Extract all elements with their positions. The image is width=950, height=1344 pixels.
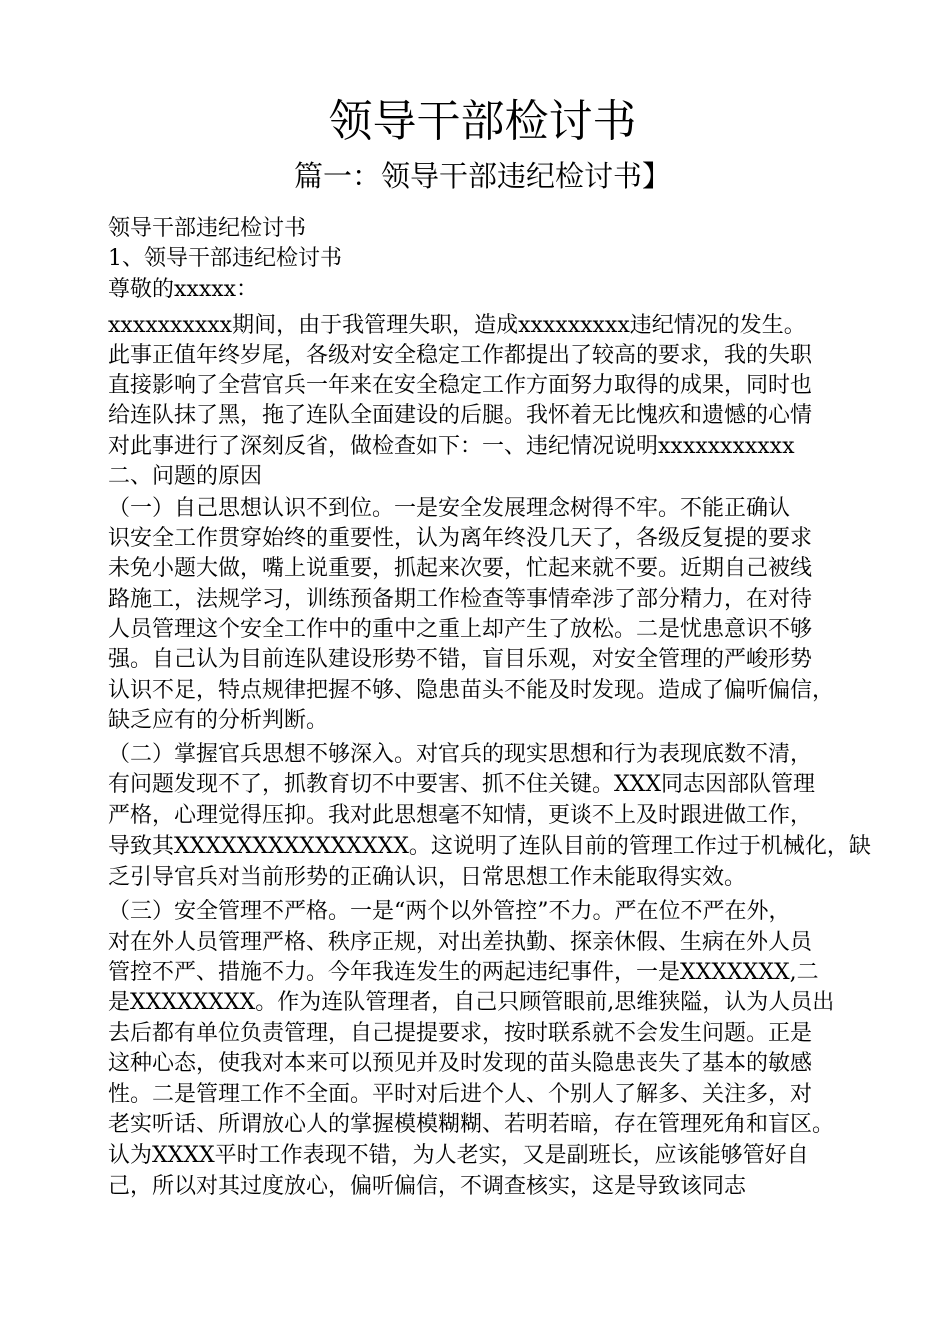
body-line: 二、问题的原因 (108, 464, 263, 489)
document-title: 领导干部检讨书 (328, 96, 637, 147)
body-line: （二）掌握官兵思想不够深入。对官兵的现实思想和行为表现底数不清， (108, 742, 813, 767)
body-line: 路施工，法规学习，训练预备期工作检查等事情牵涉了部分精力，在对待 (108, 587, 813, 612)
body-line: （三）安全管理不严格。一是“两个以外管控”不力。严在位不严在外， (108, 899, 791, 924)
body-line: xxxxxxxxxx期间，由于我管理失职，造成xxxxxxxxx违纪情况的发生。 (108, 313, 806, 338)
body-line: 缺乏应有的分析判断。 (108, 708, 329, 733)
body-line: 乏引导官兵对当前形势的正确认识，日常思想工作未能取得实效。 (108, 865, 747, 890)
body-line: 给连队抹了黑，拖了连队全面建设的后腿。我怀着无比愧疚和遗憾的心情 (108, 403, 813, 428)
body-line: 1、领导干部违纪检讨书 (108, 246, 342, 271)
body-line: 人员管理这个安全工作中的重中之重上却产生了放松。二是忧患意识不够 (108, 617, 813, 642)
body-line: 有问题发现不了，抓教育切不中要害、抓不住关键。XXX同志因部队管理 (108, 772, 815, 797)
body-line: 识安全工作贯穿始终的重要性，认为离年终没几天了，各级反复提的要求 (108, 526, 813, 551)
body-line: 己，所以对其过度放心，偏听偏信，不调查核实，这是导致该同志 (108, 1174, 747, 1199)
body-line: 是XXXXXXXX。作为连队管理者，自己只顾管眼前,思维狭隘，认为人员出 (108, 990, 835, 1015)
body-line: 这种心态，使我对本来可以预见并及时发现的苗头隐患丧失了基本的敏感 (108, 1051, 813, 1076)
body-line: 导致其XXXXXXXXXXXXXXX。这说明了连队目前的管理工作过于机械化，缺 (108, 834, 871, 859)
body-line: 管控不严、措施不力。今年我连发生的两起违纪事件，一是XXXXXXX,二 (108, 960, 819, 985)
body-line: （一）自己思想认识不到位。一是安全发展理念树得不牢。不能正确认 (108, 496, 791, 521)
body-line: 直接影响了全营官兵一年来在安全稳定工作方面努力取得的成果，同时也 (108, 373, 813, 398)
document-subtitle: 篇一：领导干部违纪检讨书】 (293, 159, 671, 193)
body-line: 领导干部违纪检讨书 (108, 216, 307, 241)
body-line: 此事正值年终岁尾，各级对安全稳定工作都提出了较高的要求，我的失职 (108, 343, 813, 368)
body-line: 未免小题大做，嘴上说重要，抓起来次要，忙起来就不要。近期自己被线 (108, 556, 813, 581)
body-line: 认为XXXX平时工作表现不错，为人老实，又是副班长，应该能够管好自 (108, 1143, 809, 1168)
body-line: 认识不足，特点规律把握不够、隐患苗头不能及时发现。造成了偏听偏信， (108, 678, 835, 703)
body-line: 严格，心理觉得压抑。我对此思想毫不知情，更谈不上及时跟进做工作， (108, 803, 813, 828)
body-line: 强。自己认为目前连队建设形势不错，盲目乐观，对安全管理的严峻形势 (108, 647, 813, 672)
body-line: 对此事进行了深刻反省，做检查如下：一、违纪情况说明xxxxxxxxxxx (108, 434, 795, 459)
body-line: 性。二是管理工作不全面。平时对后进个人、个别人了解多、关注多，对 (108, 1082, 813, 1107)
body-line: 尊敬的xxxxx： (108, 277, 259, 302)
body-line: 去后都有单位负责管理，自己提提要求，按时联系就不会发生问题。正是 (108, 1021, 813, 1046)
body-line: 对在外人员管理严格、秩序正规，对出差执勤、探亲休假、生病在外人员 (108, 930, 813, 955)
body-line: 老实听话、所谓放心人的掌握模模糊糊、若明若暗，存在管理死角和盲区。 (108, 1112, 835, 1137)
